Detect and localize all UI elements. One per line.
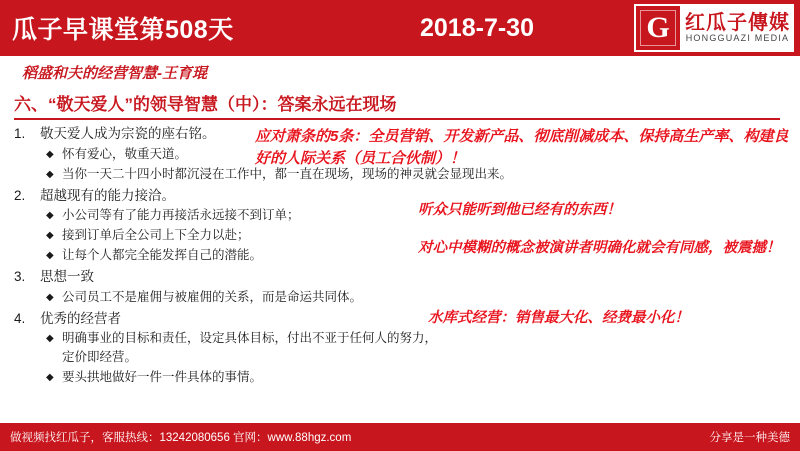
diamond-bullet-icon: ◆ — [46, 168, 54, 180]
outline-list — [14, 122, 513, 387]
list-item — [46, 288, 444, 307]
list-item-label: 接到订单后全公司上下全力以赴； — [62, 228, 250, 243]
annotation-text: 听众只能听到他已经有的东西！ — [418, 202, 621, 218]
slide-footer — [0, 423, 800, 451]
logo-name-en: HONGGUAZI MEDIA — [685, 32, 790, 43]
list-item — [14, 267, 444, 287]
page-title: 瓜子早课堂第508天 — [12, 16, 234, 44]
diamond-bullet-icon: ◆ — [46, 230, 54, 242]
date-label: 2018-7-30 — [420, 13, 534, 42]
list-item-number: 4. — [14, 310, 26, 326]
list-item-label: 思想一致 — [40, 269, 94, 285]
list-item-label: 当你一天二十四小时都沉浸在工作中，都一直在现场，现场的神灵就会显现出来。 — [62, 166, 513, 181]
subtitle: 稻盛和夫的经营智慧-王育琨 — [22, 65, 207, 82]
list-item-label: 明确事业的目标和责任，设定具体目标，付出不亚于任何人的努力，定价即经营。 — [62, 331, 438, 364]
diamond-bullet-icon: ◆ — [46, 148, 54, 160]
annotation-text: 水库式经营：销售最大化、经费最小化！ — [428, 310, 689, 326]
list-item — [46, 226, 444, 245]
list-item-label: 敬天爱人成为宗瓷的座右铭。 — [40, 126, 216, 141]
diamond-bullet-icon: ◆ — [46, 333, 54, 345]
list-item — [46, 368, 444, 387]
list-item-label: 怀有爱心，敬重天道。 — [62, 146, 188, 161]
list-item-label: 超越现有的能力接洽。 — [40, 187, 175, 203]
list-item — [46, 206, 444, 225]
diamond-bullet-icon: ◆ — [46, 371, 54, 383]
footer-contact: 做视频找红瓜子，客服热线：13242080656 官网：www.88hgz.com — [10, 432, 352, 444]
diamond-bullet-icon: ◆ — [46, 250, 54, 262]
list-item — [46, 246, 444, 265]
diamond-bullet-icon: ◆ — [46, 210, 54, 222]
annotation-text: 对心中模糊的概念被演讲者明确化就会有同感，被震撼！ — [418, 240, 781, 256]
list-item — [14, 186, 444, 206]
logo-name-cn: 红瓜子傳媒 — [685, 11, 790, 34]
list-item — [46, 329, 444, 367]
list-item — [46, 145, 444, 164]
footer-slogan: 分享是一种美德 — [709, 432, 790, 444]
logo-text — [685, 13, 790, 43]
divider — [14, 118, 780, 120]
list-item — [14, 124, 444, 144]
list-item-label: 让每个人都完全能发挥自己的潜能。 — [62, 248, 263, 263]
list-item-label: 优秀的经营者 — [40, 310, 121, 326]
list-item — [46, 165, 513, 184]
brand-logo — [634, 4, 794, 52]
list-item-number: 2. — [14, 187, 26, 203]
list-item-number: 1. — [14, 126, 26, 141]
section-title-block — [14, 90, 784, 120]
logo-g-icon: G — [636, 6, 680, 50]
list-item-label: 公司员工不是雇佣与被雇佣的关系，而是命运共同体。 — [62, 289, 363, 304]
list-item — [14, 309, 444, 329]
list-item-number: 3. — [14, 269, 26, 285]
section-title: 六、“敬天爱人”的领导智慧（中）：答案永远在现场 — [14, 95, 397, 114]
slide-header — [0, 0, 800, 56]
annotation-text: 应对萧条的5条：全员营销、开发新产品、彻底削减成本、保持高生产率、构建良好的人际关系（员工合伙制）！ — [255, 128, 789, 167]
slide-body — [0, 122, 800, 422]
list-item-label: 要头拱地做好一件一件具体的事情。 — [62, 369, 263, 384]
diamond-bullet-icon: ◆ — [46, 291, 54, 303]
list-item-label: 小公司等有了能力再接活永远接不到订单； — [62, 208, 300, 223]
